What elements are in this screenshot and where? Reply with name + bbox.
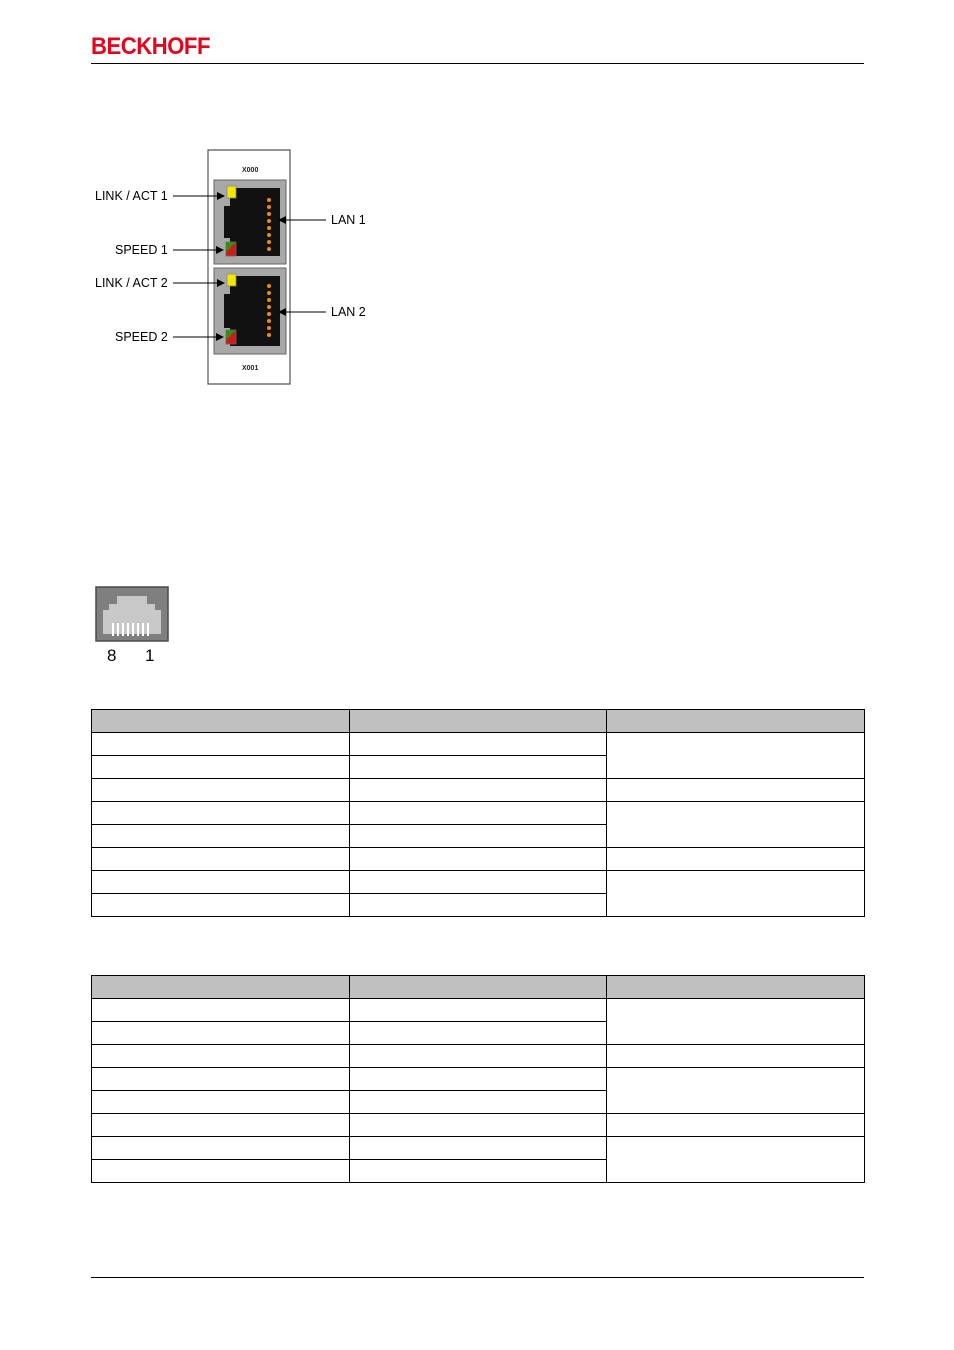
table-cell [92, 871, 350, 894]
ethernet-ports-diagram [90, 146, 390, 396]
beckhoff-logo: BECKHOFF [91, 33, 210, 60]
table-row [92, 871, 865, 894]
table-header-cell [607, 976, 865, 999]
table-cell [92, 1068, 350, 1091]
connector-label-x001: X001 [242, 365, 259, 372]
table-cell [349, 1045, 607, 1068]
label-link-act-1: LINK / ACT 1 [95, 189, 168, 203]
pin-label-1: 1 [145, 646, 155, 665]
table-header-cell [349, 976, 607, 999]
table-cell [92, 1022, 350, 1045]
table-row [92, 802, 865, 825]
table-cell [607, 802, 865, 848]
footer-rule [91, 1277, 864, 1278]
table-row [92, 733, 865, 756]
table-cell [92, 802, 350, 825]
table-header-cell [349, 710, 607, 733]
table-cell [349, 1114, 607, 1137]
table-cell [349, 999, 607, 1022]
table-cell [349, 733, 607, 756]
table-cell [349, 871, 607, 894]
table-cell [92, 825, 350, 848]
table-header-cell [92, 710, 350, 733]
table-row [92, 1114, 865, 1137]
table-cell [349, 1068, 607, 1091]
lan2-port [214, 268, 286, 354]
table-cell [349, 802, 607, 825]
table-cell [349, 1160, 607, 1183]
table-cell [349, 848, 607, 871]
table-cell [92, 1045, 350, 1068]
table-row [92, 1045, 865, 1068]
table-cell [92, 1137, 350, 1160]
table-cell [349, 825, 607, 848]
table-cell [92, 1091, 350, 1114]
table-cell [607, 1045, 865, 1068]
table-cell [92, 733, 350, 756]
label-link-act-2: LINK / ACT 2 [95, 276, 168, 290]
led-link-act-1 [227, 186, 236, 198]
table-cell [607, 871, 865, 917]
table-header-row [92, 976, 865, 999]
table-cell [607, 733, 865, 779]
table-cell [607, 779, 865, 802]
table-cell [607, 1068, 865, 1114]
table-cell [349, 1022, 607, 1045]
label-lan-2: LAN 2 [331, 305, 366, 319]
label-speed-2: SPEED 2 [115, 330, 168, 344]
table-row [92, 1068, 865, 1091]
table-cell [92, 779, 350, 802]
table-cell [92, 1160, 350, 1183]
table-cell [92, 848, 350, 871]
connector-label-x000: X000 [242, 167, 259, 174]
led-speed-2 [226, 330, 236, 344]
table-row [92, 999, 865, 1022]
table-cell [607, 848, 865, 871]
table-cell [349, 779, 607, 802]
table-cell [349, 1137, 607, 1160]
table-cell [349, 756, 607, 779]
table-cell [92, 1114, 350, 1137]
table-cell [92, 756, 350, 779]
table-header-cell [607, 710, 865, 733]
led-link-act-2 [227, 274, 236, 286]
table-cell [607, 1137, 865, 1183]
lan1-port [214, 180, 286, 264]
header-rule [91, 63, 864, 64]
label-lan-1: LAN 1 [331, 213, 366, 227]
table-cell [92, 894, 350, 917]
table-header-row [92, 710, 865, 733]
table-row [92, 779, 865, 802]
table-header-cell [92, 976, 350, 999]
pin-assignment-table-1 [91, 709, 865, 917]
table-row [92, 848, 865, 871]
table-row [92, 1137, 865, 1160]
table-cell [607, 1114, 865, 1137]
table-cell [607, 999, 865, 1045]
label-speed-1: SPEED 1 [115, 243, 168, 257]
table-cell [349, 894, 607, 917]
pin-label-8: 8 [107, 646, 117, 665]
pin-assignment-table-2 [91, 975, 865, 1183]
led-speed-1 [226, 242, 236, 256]
table-cell [349, 1091, 607, 1114]
rj45-jack-icon [95, 586, 175, 666]
table-cell [92, 999, 350, 1022]
